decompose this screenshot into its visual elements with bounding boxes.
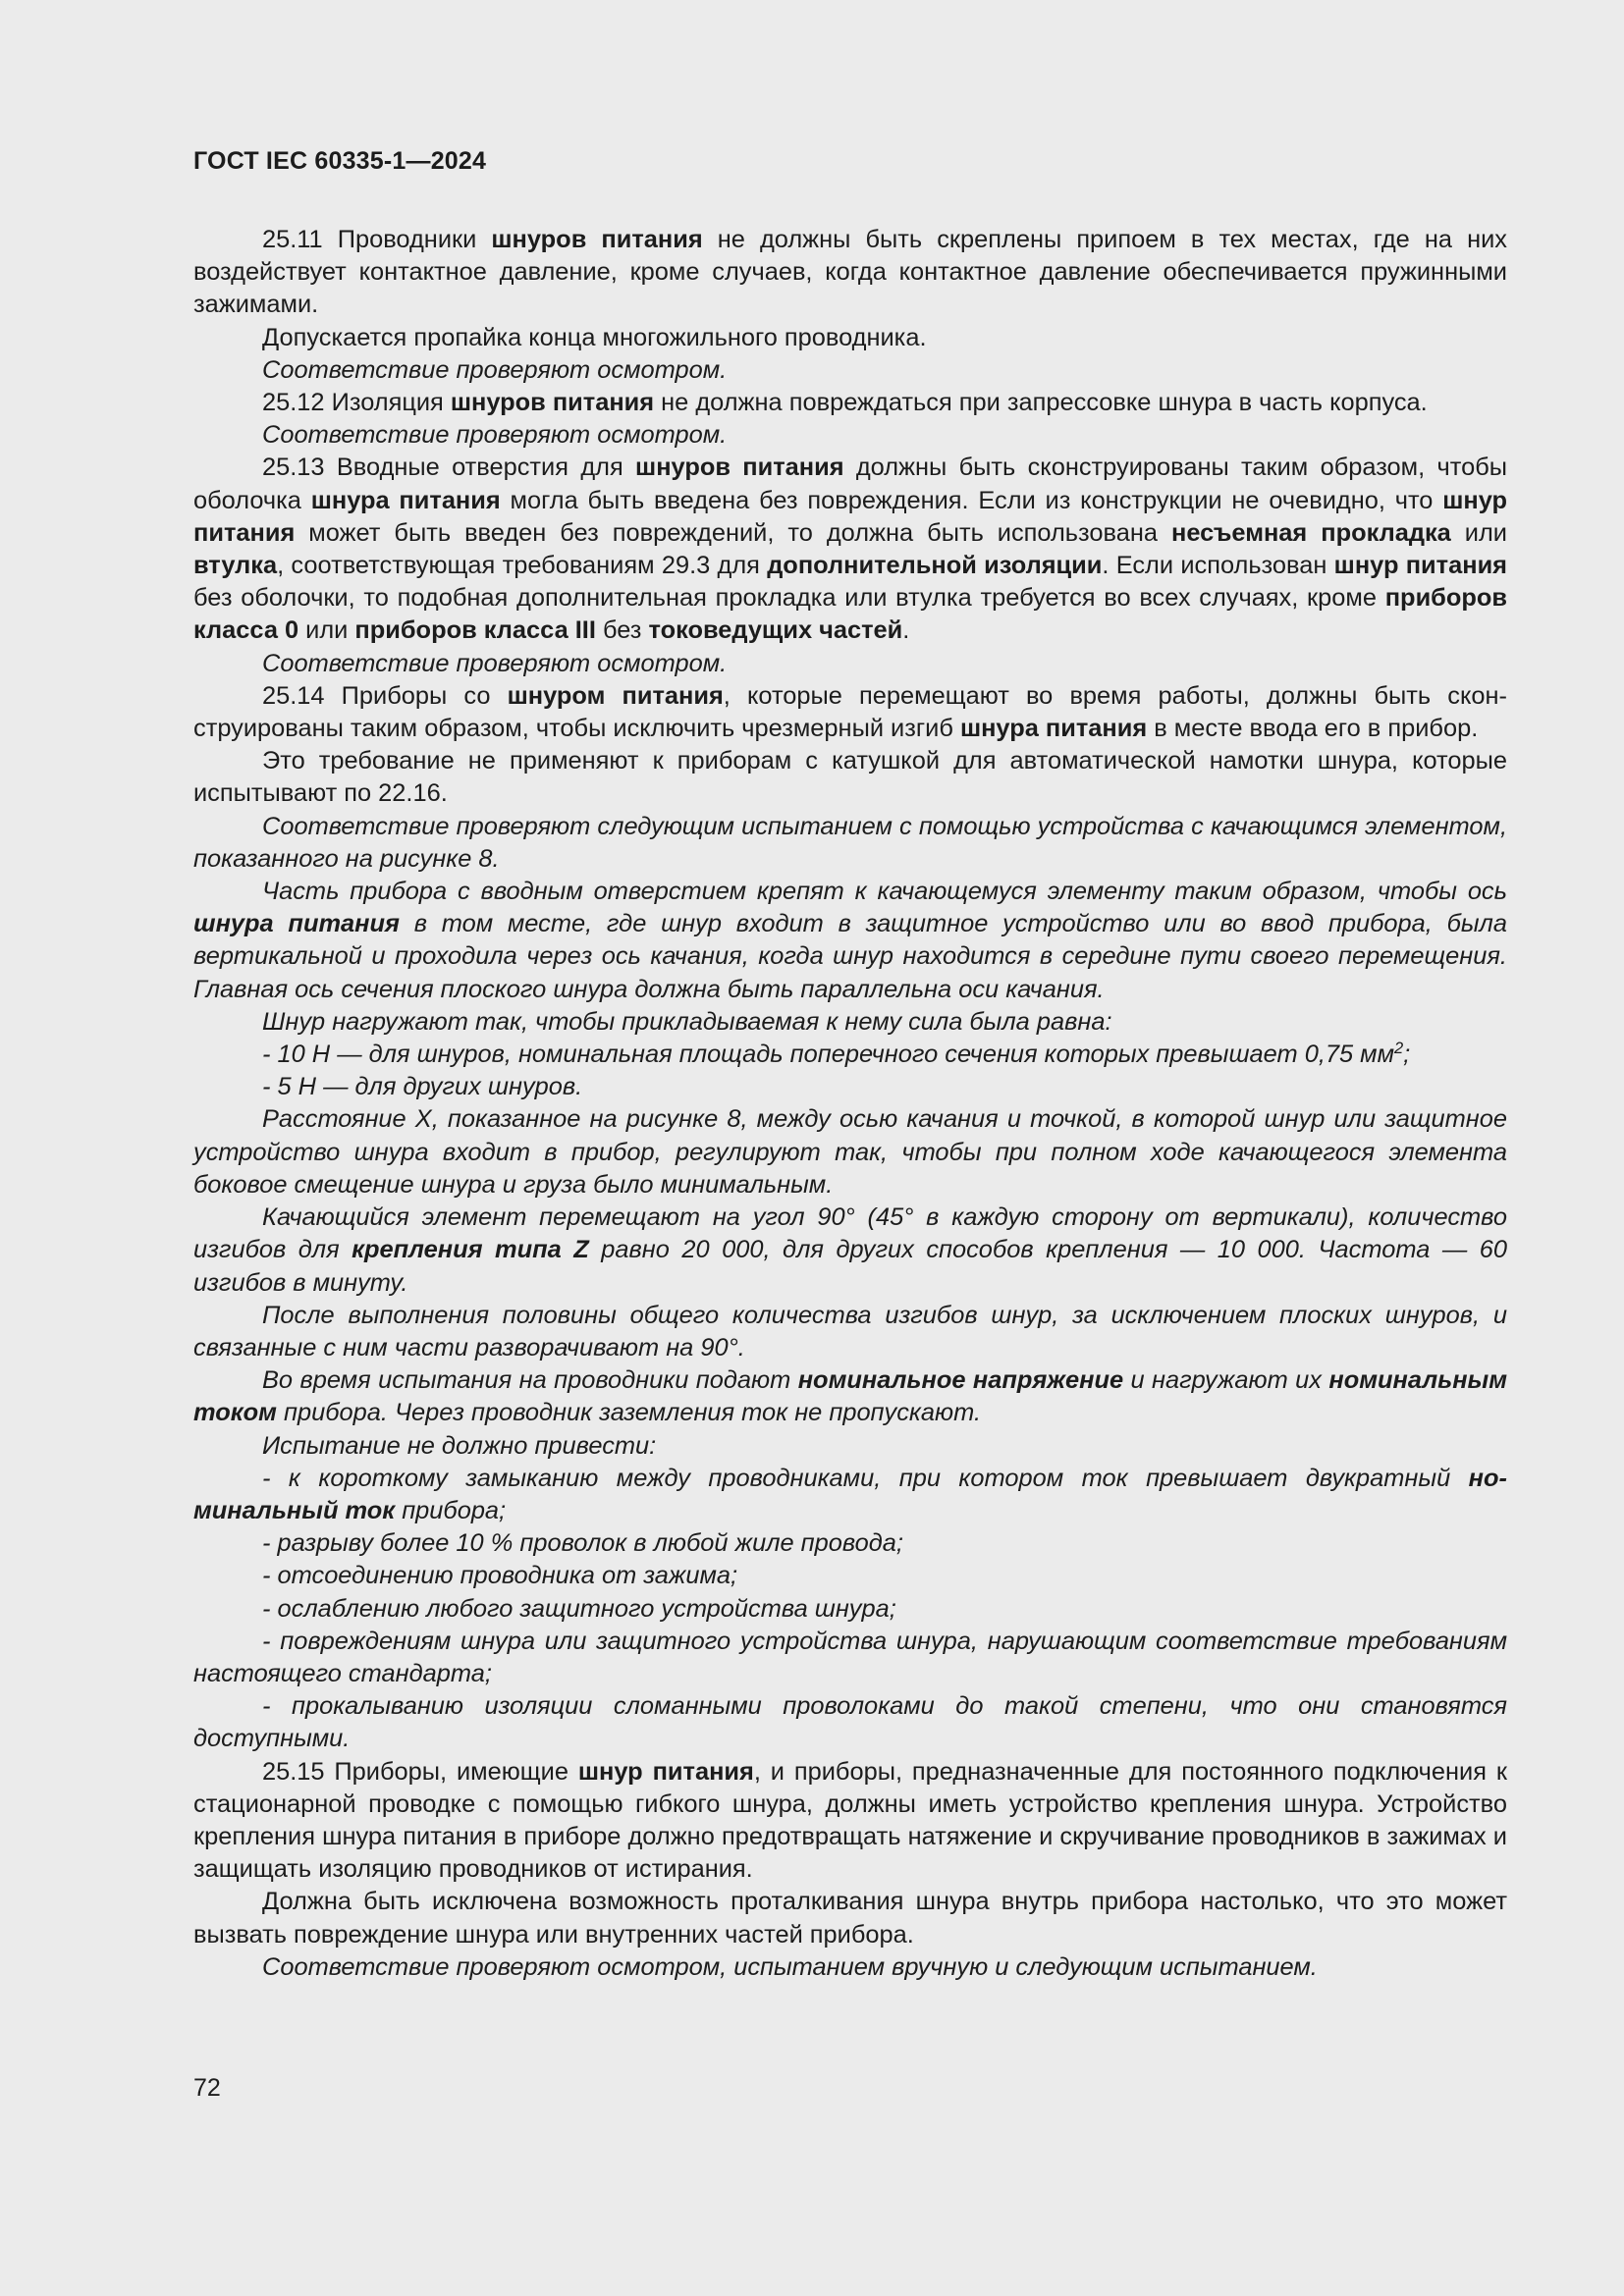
text-run: 25.14 Приборы со [262,681,508,710]
text-run: - разрыву более 10 % проволок в любой жиле провода; [262,1529,903,1558]
term-bold: дополнительной изоляции [767,552,1103,580]
term-bold: шнуром питания [507,681,724,710]
text-run: прибора; [395,1496,507,1524]
text-run: , соответствующая требованиям 29.3 для [277,552,768,580]
text-run: , и приборы, предназначенные для постоянного подключения к стационарной проводке с помощью гибкого шнура, должны иметь устройство крепления шнура. Устройство крепления шнура питания в приборе должно предотвращать натяжение и скручивание проводников в зажимах и защищать изоляцию проводников от истирания. [193,1757,1507,1884]
text-run: Соответствие проверяют осмотром. [262,421,728,450]
text-run: После выполнения половины общего количества изгибов шнур, за исключением плоских шнуров, и связанные с ним части разворачивают на 90°. [193,1301,1507,1362]
text-run: 25.12 Изоляция [262,389,451,417]
text-run: равно 20 000, для других способов крепления — 10 000. Частота — 60 изгибов в минуту. [193,1236,1507,1297]
term-bold: шнур питания [1333,552,1507,580]
paragraph [193,648,1507,680]
text-run: не должна повреждаться при запрессовке шнура в часть корпуса. [654,389,1428,417]
page-number: 72 [193,2074,221,2102]
text-run: в том месте, где шнур входит в защитное устройство или во ввод прибора, была вертикальной и проходила через ось качания, когда шнур находится в середине пути своего перемещения. Главная ось сечения плоского шнура должна быть параллельна оси качания. [193,910,1508,1003]
paragraph [193,1364,1507,1429]
text-run: могла быть введена без повреждения. Если из конструкции не очевидно, что [500,486,1443,514]
term-bold: шнуров питания [450,389,655,417]
text-run: Соответствие проверяют следующим испытанием с помощью устройства с качающимся элементом, показанного на рисунке 8. [193,812,1507,873]
text-run: , которые перемещают во время работы, должны быть сконструированы таким образом, чтобы исключить чрезмерный изгиб [193,681,1507,743]
text-run: - 10 Н — для шнуров, номинальная площадь поперечного сечения которых превышает 0,75 мм [262,1041,1394,1069]
paragraph [193,354,1507,387]
term-bold: несъемная прокладка [1170,518,1451,547]
paragraph [193,1690,1507,1755]
paragraph [193,1463,1507,1527]
paragraph [193,680,1507,745]
text-run: - ослаблению любого защитного устройства шнура; [262,1594,896,1623]
term-bold: шнуров питания [635,454,844,482]
term-bold: шнур питания [193,486,1508,547]
term-bold: шнура питания [193,910,400,938]
paragraph [193,1103,1507,1201]
text-run: 25.15 Приборы, имеющие [262,1757,578,1786]
text-run: ; [1403,1041,1411,1069]
paragraph [193,1039,1507,1071]
text-run: 25.13 Вводные отверстия для [262,454,636,482]
text-run: Расстояние X, показанное на рисунке 8, между осью качания и точкой, в которой шнур или защитное устройство шнура входит в прибор, регулируют так, чтобы при полном ходе качающегося элемента боковое смещение шнура и груза было минимальным. [193,1105,1507,1199]
document-header: ГОСТ IEC 60335-1—2024 [193,147,487,175]
paragraph [193,1626,1507,1690]
text-run: - отсоединению проводника от зажима; [262,1562,738,1590]
term-bold: крепления типа Z [352,1236,589,1264]
paragraph [193,876,1507,1006]
text-run: - повреждениям шнура или защитного устройства шнура, нарушающим соответствие требованиям настоящего стандарта; [193,1627,1507,1687]
document-body [193,224,1507,1984]
paragraph [193,452,1507,647]
text-run: должны быть сконструированы таким образом, чтобы оболочка [193,454,1507,514]
paragraph [193,811,1507,876]
text-run: прибора. Через проводник заземления ток не пропускают. [276,1399,982,1427]
paragraph [193,1006,1507,1039]
term-bold: номинальный ток [193,1464,1507,1524]
text-run: Шнур нагружают так, чтобы прикладываемая к нему сила была равна: [262,1007,1112,1036]
superscript: 2 [1393,1040,1404,1057]
text-run: не должны быть скреплены припоем в тех местах, где на них воздействует контактное давление, кроме случаев, когда контактное давление обеспечивается пружинными зажимами. [193,226,1507,319]
term-bold: номинальным током [193,1366,1507,1427]
text-run: Это требование не применяют к приборам с катушкой для автоматической намотки шнура, которые испытывают по 22.16. [193,747,1507,808]
term-bold: шнур питания [577,1757,754,1786]
paragraph [193,1300,1507,1364]
paragraph [193,1071,1507,1103]
text-run: или [298,616,355,645]
text-run: Соответствие проверяют осмотром. [262,355,728,384]
paragraph [193,1756,1507,1887]
text-run: - 5 Н — для других шнуров. [262,1073,583,1101]
term-bold: шнура питания [959,715,1148,743]
text-run: Допускается пропайка конца многожильного проводника. [262,323,927,351]
text-run: Часть прибора с вводным отверстием крепят к качающемуся элементу таким образом, чтобы ось [262,878,1507,906]
text-run: - прокалыванию изоляции сломанными проволоками до такой степени, что они становятся доступными. [193,1692,1507,1753]
text-run: в месте ввода его в прибор. [1147,715,1479,743]
text-run: - к короткому замыканию между проводниками, при котором ток превышает двукратный [262,1464,1469,1492]
text-run: . Если использован [1102,552,1334,580]
term-bold: токоведущих частей [648,616,903,645]
term-bold: втулка [193,552,278,580]
text-run: 25.11 Проводники [262,226,492,253]
text-run: Должна быть исключена возможность проталкивания шнура внутрь прибора настолько, что это может вызвать повреждение шнура или внутренних частей прибора. [193,1888,1507,1949]
paragraph [193,745,1507,810]
term-bold: приборов класса III [354,616,596,645]
text-run: Во время испытания на проводники подают [262,1366,798,1395]
paragraph [193,1560,1507,1592]
text-run: может быть введен без повреждений, то должна быть использована [295,518,1171,547]
paragraph [193,419,1507,452]
term-bold: номинальное напряжение [797,1366,1124,1395]
text-run: или [1450,518,1507,547]
paragraph [193,1527,1507,1560]
text-run: Соответствие проверяют осмотром. [262,649,728,677]
paragraph [193,1430,1507,1463]
text-run: без [595,616,649,645]
paragraph [193,387,1507,419]
text-run: . [902,616,910,645]
paragraph [193,1201,1507,1300]
text-run: и нагружают их [1123,1366,1329,1395]
paragraph [193,1951,1507,1984]
paragraph [193,1886,1507,1950]
term-bold: приборов класса 0 [193,584,1507,645]
paragraph [193,322,1507,354]
term-bold: шнуров питания [491,226,703,253]
paragraph [193,224,1507,322]
text-run: Качающийся элемент перемещают на угол 90° (45° в каждую сторону от вертикали), количество изгибов для [193,1203,1507,1264]
text-run: без оболочки, то подобная дополнительная прокладка или втулка требуется во всех случаях, кроме [193,584,1385,613]
text-run: Испытание не должно привести: [262,1431,657,1460]
paragraph [193,1593,1507,1626]
text-run: Соответствие проверяют осмотром, испытанием вручную и следующим испытанием. [262,1952,1318,1981]
term-bold: шнура питания [310,486,501,514]
